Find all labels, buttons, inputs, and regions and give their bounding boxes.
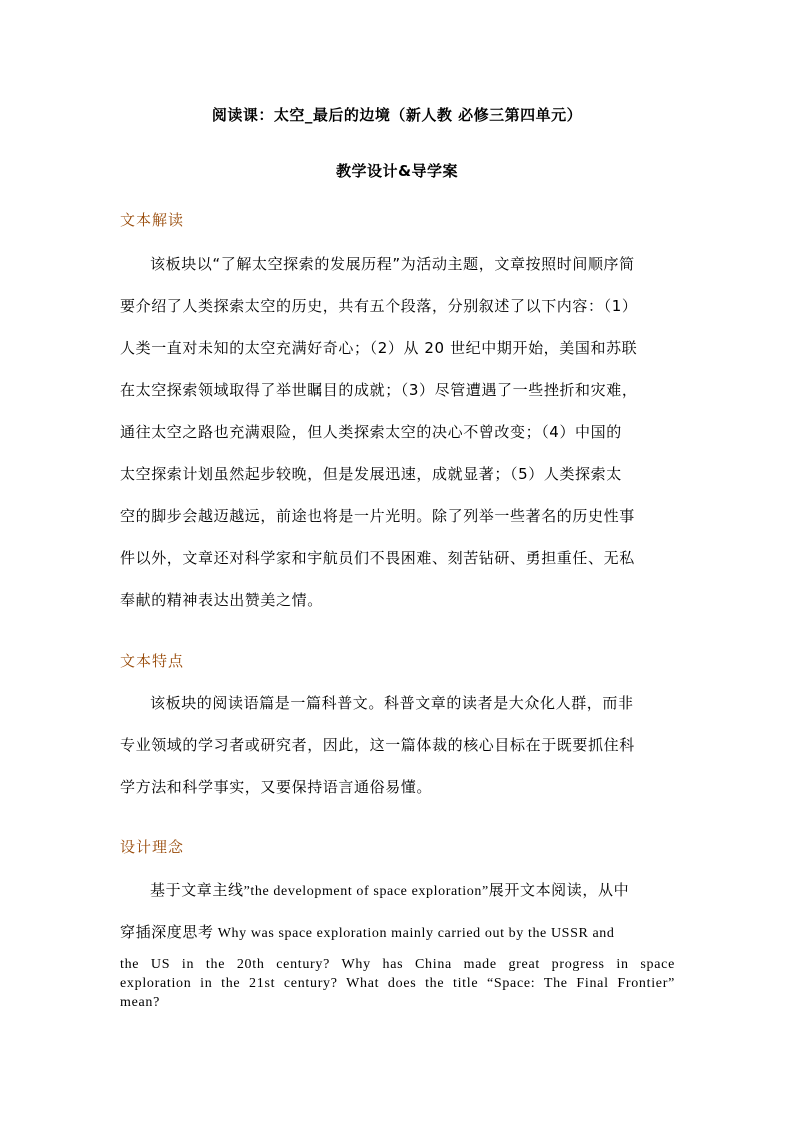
paragraph-text: 基于文章主线	[150, 881, 244, 899]
paragraph-line: 专业领域的学习者或研究者，因此，这一篇体裁的核心目标在于既要抓住科	[120, 736, 635, 754]
paragraph-line: 通往太空之路也充满艰险，但人类探索太空的决心不曾改变；（4）中国的	[120, 423, 622, 441]
paragraph-text: 展开文本阅读，从中	[488, 881, 630, 899]
section-heading-text-features: 文本特点	[120, 652, 185, 670]
paragraph-line: 学方法和科学事实，又要保持语言通俗易懂。	[120, 778, 433, 796]
paragraph-english-text: ”the development of space exploration”	[243, 884, 489, 899]
english-questions-paragraph: the US in the 20th century? Why has China made great progress in space exploration in the 21st century? What does the title “Space: The Final Frontier” mean?	[120, 957, 675, 1010]
paragraph-line: 在太空探索领域取得了举世瞩目的成就；（3）尽管遭遇了一些挫折和灾难，	[120, 381, 638, 399]
paragraph-line	[120, 921, 680, 942]
section-heading-design-concept: 设计理念	[120, 838, 185, 856]
paragraph-line	[150, 879, 680, 900]
paragraph-text: 穿插深度思考	[120, 923, 214, 941]
paragraph-line: 人类一直对未知的太空充满好奇心；（2）从 20 世纪中期开始，美国和苏联	[120, 339, 638, 357]
paragraph-line: 该板块以“了解太空探索的发展历程”为活动主题，文章按照时间顺序简	[150, 255, 635, 273]
paragraph-line: 要介绍了人类探索太空的历史，共有五个段落，分别叙述了以下内容：（1）	[120, 297, 638, 315]
paragraph-line: 奉献的精神表达出赞美之情。	[120, 591, 323, 609]
document-title: 阅读课：太空_最后的边境（新人教 必修三第四单元）	[211, 106, 583, 124]
section-heading-text-interpretation: 文本解读	[120, 211, 185, 229]
paragraph-english-text: Why was space exploration mainly carried out by the USSR and	[213, 926, 615, 941]
document-subtitle: 教学设计&导学案	[335, 162, 459, 180]
paragraph-line: 空的脚步会越迈越远，前途也将是一片光明。除了列举一些著名的历史性事	[120, 507, 635, 525]
paragraph-line: 太空探索计划虽然起步较晚，但是发展迅速，成就显著；（5）人类探索太	[120, 465, 622, 483]
paragraph-line: 该板块的阅读语篇是一篇科普文。科普文章的读者是大众化人群，而非	[150, 694, 634, 712]
paragraph-line: 件以外，文章还对科学家和宇航员们不畏困难、刻苦钻研、勇担重任、无私	[120, 549, 635, 567]
